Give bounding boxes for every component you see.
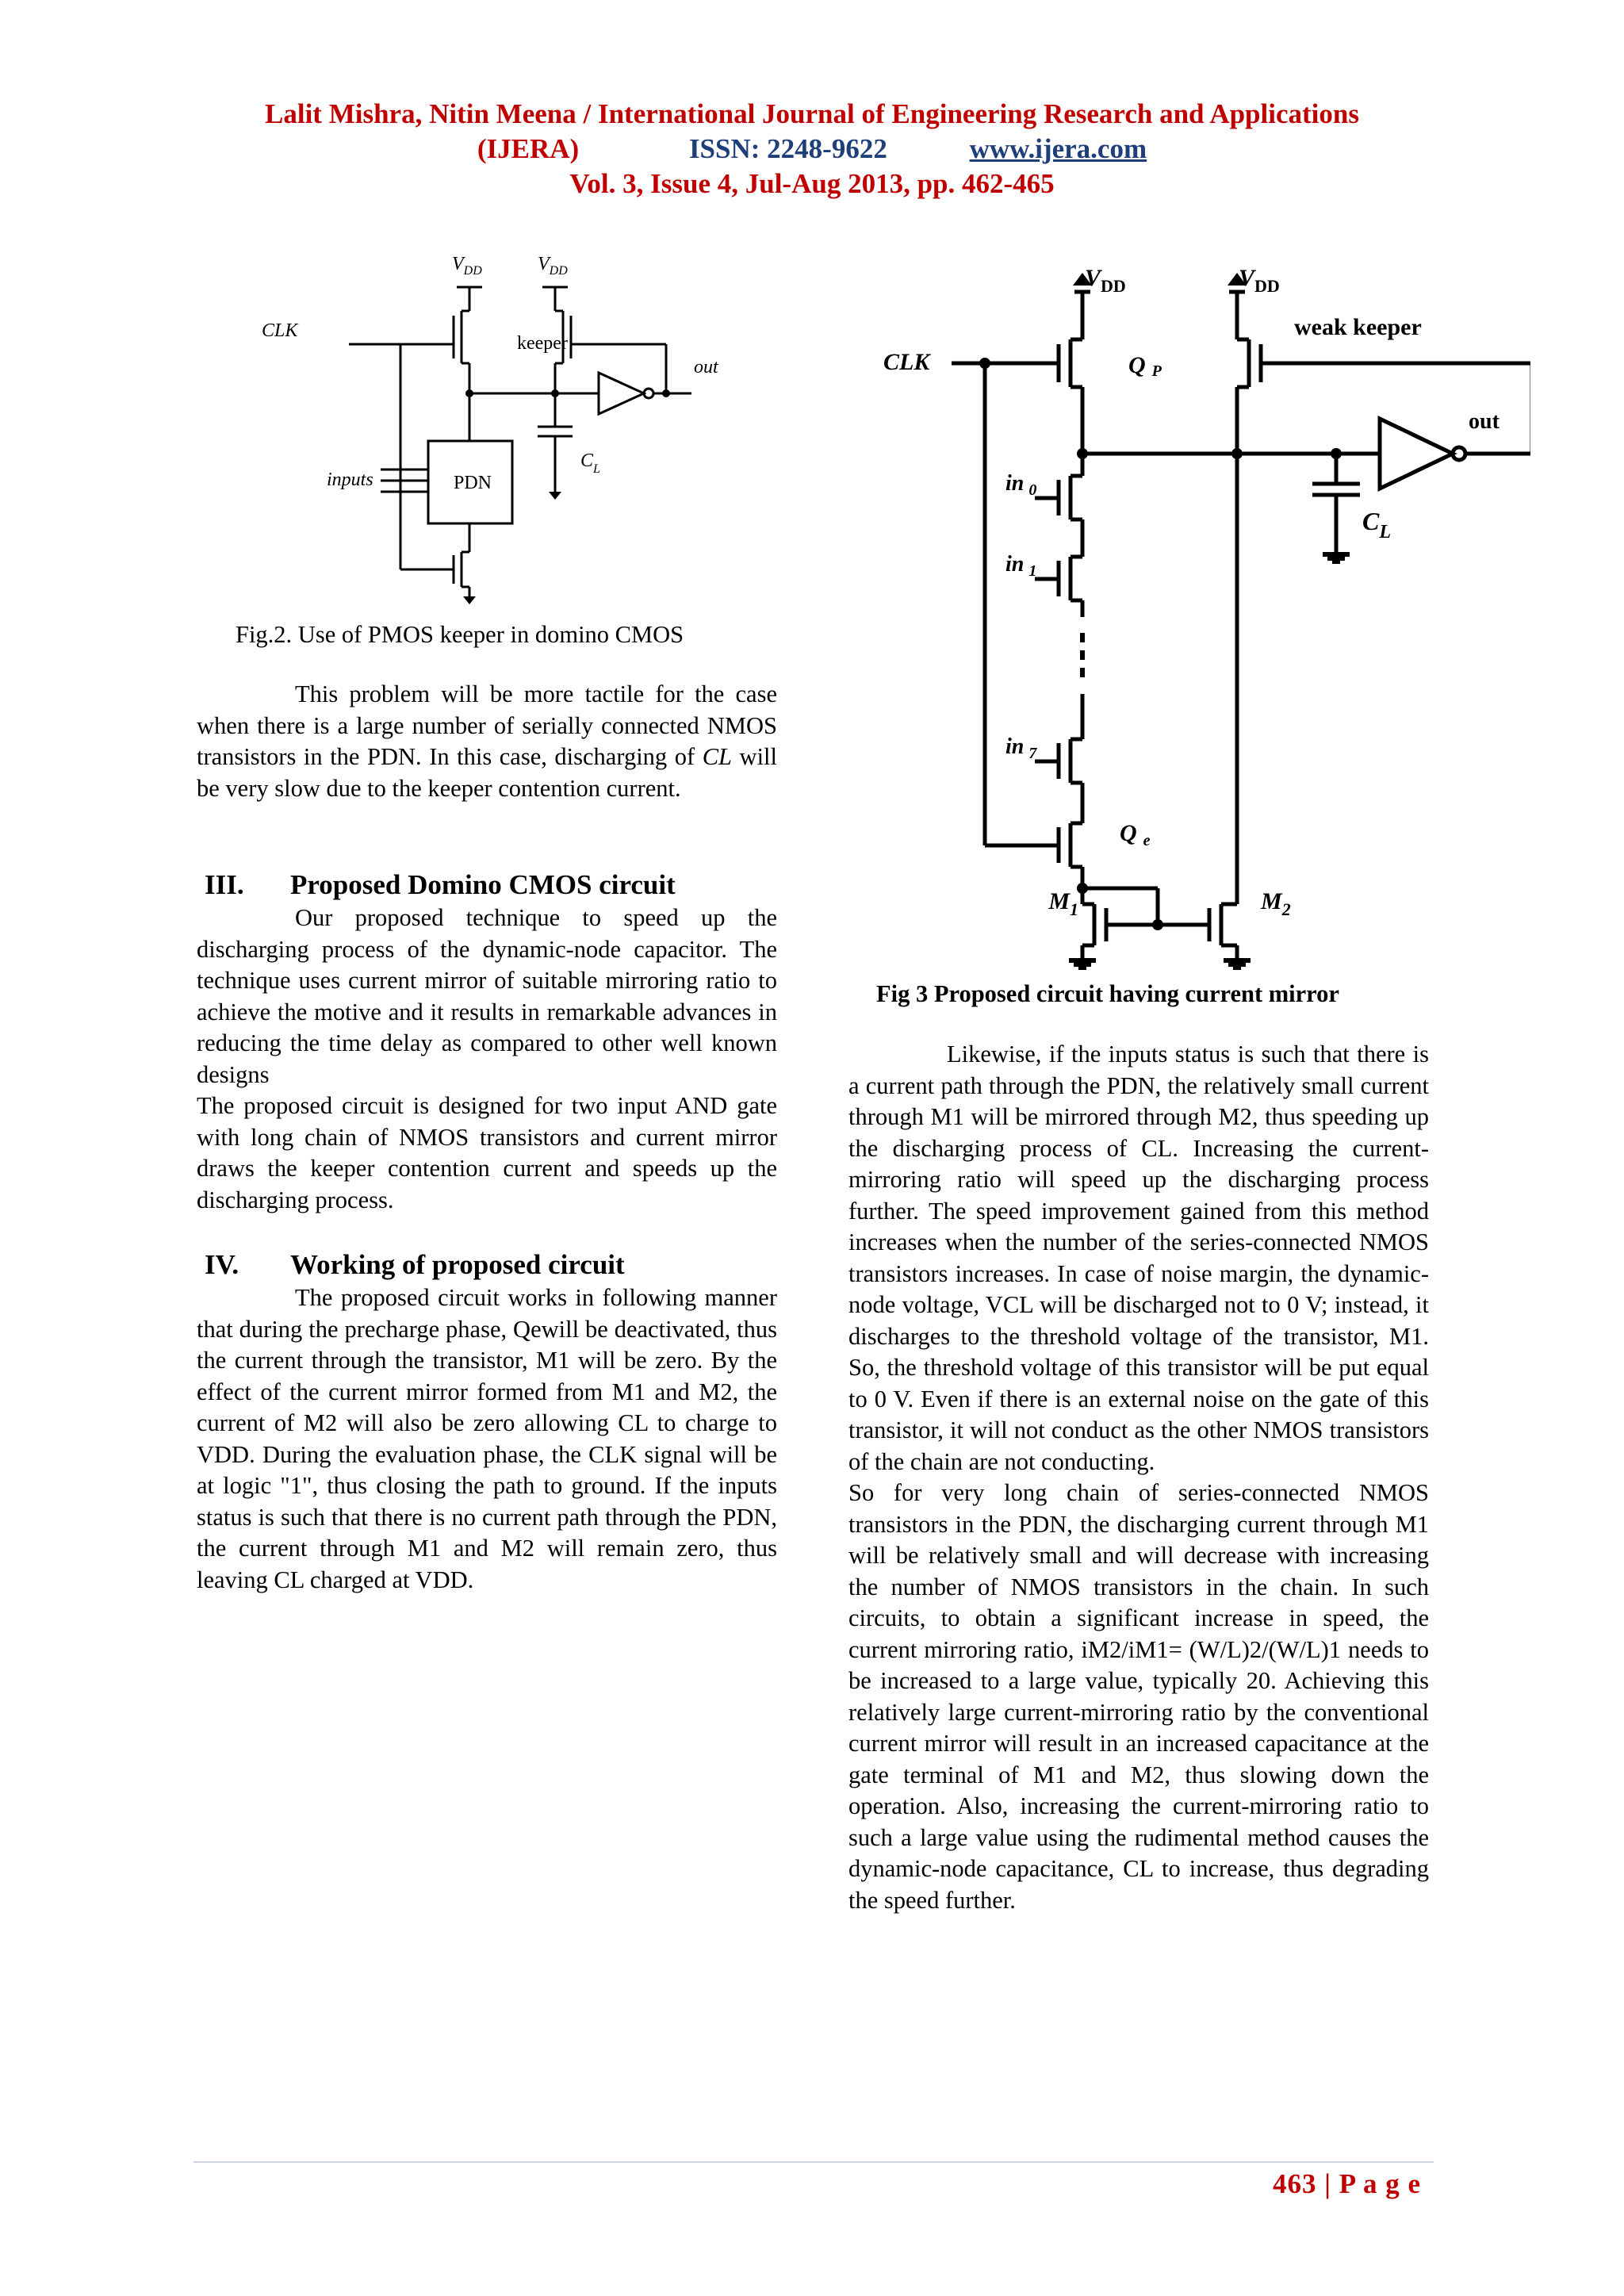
paragraph-keeper-contention: This problem will be more tactile for the case when there is a large number of serially connected NMOS transistors in the PDN. In this case, discharging of CL will be very slow due to the keeper contention current. <box>197 680 777 802</box>
footer-divider <box>193 2161 1434 2163</box>
section-3-paragraph-1: Our proposed technique to speed up the discharging process of the dynamic-node capacitor. The technique uses current mirror of suitable mirroring ratio to achieve the motive and it results in remarkable advances in reducing the time delay as compared to other well known designs <box>197 904 777 1088</box>
fig3-label-in1: in $_1$ <box>1005 552 1037 580</box>
right-paragraph-2: So for very long chain of series-connected NMOS transistors in the PDN, the discharging current through M1 will be relatively small and will decrease with increasing the number of NMOS transistors in the chain. In such circuits, to obtain a significant increase in speed, the current mirroring ratio, iM2/iM1= (W/L)2/(W/L)1 needs to be increased to a large value, typically 20. Achieving this relatively large current-mirroring ratio by the conventional current mirror will result in an increased capacitance at the gate terminal of M1 and M2, thus slowing down the operation. Also, increasing the current-mirroring ratio to such a large value using the rudimental method causes the dynamic-node capacitance, CL to increase, thus degrading the speed further. <box>848 1479 1429 1914</box>
fig2-label-out: out <box>694 357 718 378</box>
header-volume: Vol. 3, Issue 4, Jul-Aug 2013, pp. 462-465 <box>569 168 1055 199</box>
fig2-caption: Fig.2. Use of PMOS keeper in domino CMOS <box>236 621 684 648</box>
header-url-link[interactable]: www.ijera.com <box>969 133 1147 164</box>
fig3-label-out: out <box>1469 409 1500 434</box>
section-3-heading: III. Proposed Domino CMOS circuit <box>205 869 676 900</box>
fig2-label-inputs: inputs <box>327 470 373 490</box>
fig2-label-vdd1: $V_{DD}$ <box>452 254 482 278</box>
fig3-label-qe: Q $_e$ <box>1120 820 1151 849</box>
fig2-label-pdn: PDN <box>454 473 492 493</box>
right-column <box>848 1039 1429 1916</box>
section-4-heading: IV. Working of proposed circuit <box>205 1249 625 1280</box>
fig3-proposed-circuit <box>872 254 1530 983</box>
fig2-label-clk: CLK <box>262 320 298 341</box>
section-3 <box>197 868 777 1216</box>
fig2-label-vdd2: $V_{DD}$ <box>538 254 568 278</box>
header-issn: ISSN: 2248-9622 <box>688 133 887 164</box>
left-column <box>197 679 777 804</box>
fig3-label-clk: CLK <box>883 349 930 375</box>
fig3-label-in7: in $_7$ <box>1005 734 1037 762</box>
fig3-label-weak-keeper: weak keeper <box>1294 314 1422 340</box>
right-paragraph-1: Likewise, if the inputs status is such that there is a current path through the PDN, the relatively small current through M1 will be mirrored through M2, thus speeding up the discharging process of CL. Increasing the current-mirroring ratio will speed up the discharging process further. The speed improvement gained from this method increases when the number of the series-connected NMOS transistors increases. In case of noise margin, the dynamic-node voltage, VCL will be discharged not to 0 V; instead, it discharges to the threshold voltage of the transistor, M1. So, the threshold voltage of this transistor will be put equal to 0 V. Even if there is an external noise on the gate of this transistor, it will not conduct as the other NMOS transistors of the chain are not conducting. <box>848 1041 1429 1475</box>
fig3-label-cl: $C_L$ <box>1362 507 1392 542</box>
fig3-label-m2: $M_2$ <box>1261 888 1291 919</box>
fig2-label-keeper: keeper <box>517 333 568 354</box>
header-journal-line <box>0 132 1624 167</box>
fig3-label-vdd2: $V_{DD}$ <box>1239 265 1280 296</box>
section-4-paragraph-1: The proposed circuit works in following manner that during the precharge phase, Qewill be deactivated, thus the current through the transistor, M1 will be zero. By the effect of the current mirror formed from M1 and M2, the current of M2 will also be zero allowing CL to charge to VDD. During the evaluation phase, the CLK signal will be at logic "1", thus closing the path to ground. If the inputs status is such that there is no current path through the PDN, the current through M1 and M2 will remain zero, thus leaving CL charged at VDD. <box>197 1284 777 1593</box>
fig3-label-vdd1: $V_{DD}$ <box>1085 265 1126 296</box>
section-4 <box>197 1248 777 1596</box>
fig2-keeper-circuit <box>238 238 777 619</box>
fig3-label-m1: $M_1$ <box>1048 888 1078 919</box>
header-journal-abbr: (IJERA) <box>477 133 580 164</box>
section-3-paragraph-2: The proposed circuit is designed for two input AND gate with long chain of NMOS transistors and current mirror draws the keeper contention current and speeds up the discharging process. <box>197 1092 777 1213</box>
page-number: 463 | P a g e <box>1273 2168 1421 2199</box>
fig3-label-qp: Q P <box>1128 352 1162 380</box>
page-header <box>0 97 1624 201</box>
fig2-label-cl: $C_L$ <box>580 450 600 476</box>
fig3-caption: Fig 3 Proposed circuit having current mirror <box>876 980 1339 1007</box>
header-authors: Lalit Mishra, Nitin Meena / International Journal of Engineering Research and Applications <box>265 98 1359 129</box>
fig3-label-in0: in $_0$ <box>1005 471 1037 499</box>
